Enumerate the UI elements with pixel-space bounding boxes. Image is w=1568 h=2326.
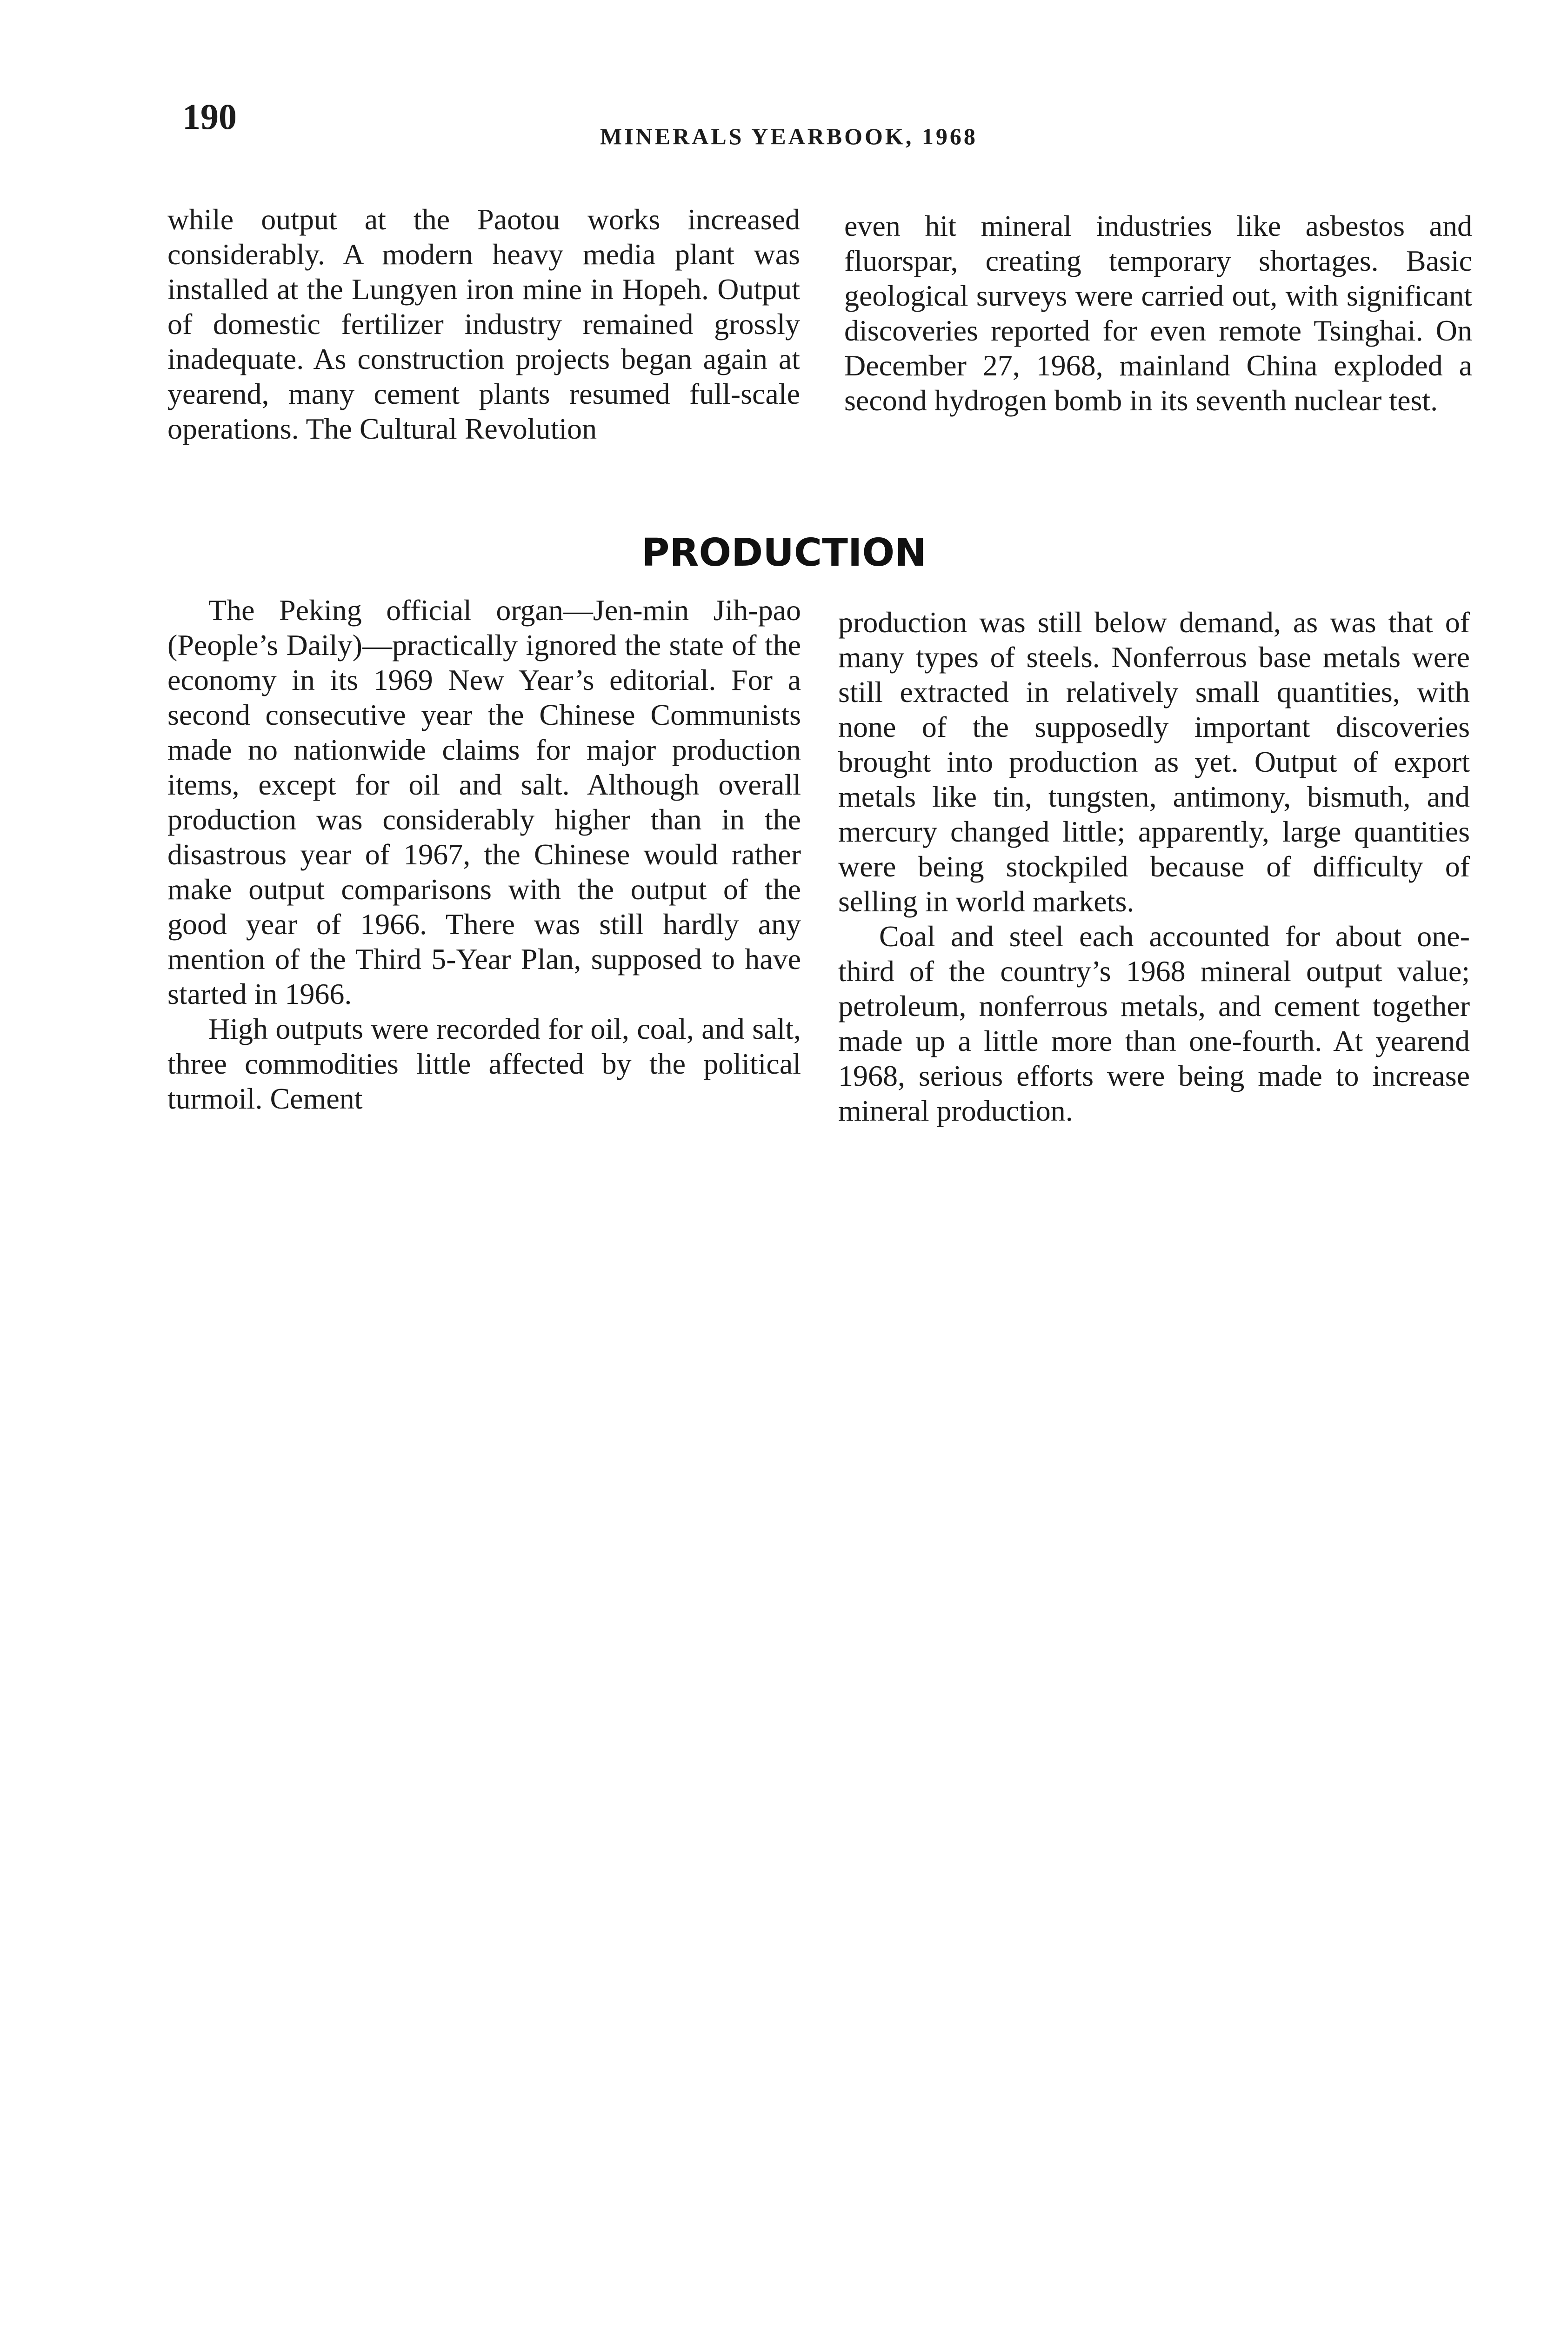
- paragraph: while output at the Paotou works increased considerably. A modern heavy media plant was installed at the Lungyen iron mine in Hopeh. Output of domestic fertilizer industry remained grossly inadequate. As construction projects began again at yearend, many cement plants resumed full-scale operations. The Cultural Revolution: [167, 203, 800, 445]
- top-left-column: [167, 202, 800, 446]
- production-right-column: [838, 605, 1470, 1128]
- production-left-column: [167, 593, 801, 1116]
- running-head: MINERALS YEARBOOK, 1968: [600, 123, 978, 149]
- paragraph: production was still below demand, as was that of many types of steels. Nonferrous base metals were still extracted in relatively small quantities, with none of the supposedly important discoveries brought into production as yet. Output of export metals like tin, tungsten, antimony, bismuth, and mercury changed little; apparently, large quantities were being stockpiled because of difficulty of selling in world markets.: [838, 606, 1470, 918]
- paragraph: Coal and steel each accounted for about one-third of the country’s 1968 mineral output value; petroleum, nonferrous metals, and cement together made up a little more than one-fourth. At yearend 1968, serious efforts were being made to increase mineral production.: [838, 920, 1470, 1127]
- page-number: 190: [182, 96, 237, 137]
- section-heading-production: PRODUCTION: [641, 531, 927, 575]
- paragraph: even hit mineral industries like asbestos and fluorspar, creating temporary shortages. Basic geological surveys were carried out, with significant discoveries reported for even remote Tsinghai. On December 27, 1968, mainland China exploded a second hydrogen bomb in its seventh nuclear test.: [844, 209, 1472, 417]
- paragraph: High outputs were recorded for oil, coal, and salt, three commodities little affected by the political turmoil. Cement: [167, 1012, 801, 1115]
- top-right-column: [844, 208, 1472, 418]
- paragraph: The Peking official organ—Jen-min Jih-pao (People’s Daily)—practically ignored the state of the economy in its 1969 New Year’s editorial. For a second consecutive year the Chinese Communists made no nationwide claims for major production items, except for oil and salt. Although overall production was considerably higher than in the disastrous year of 1967, the Chinese would rather make output comparisons with the output of the good year of 1966. There was still hardly any mention of the Third 5-Year Plan, supposed to have started in 1966.: [167, 594, 801, 1010]
